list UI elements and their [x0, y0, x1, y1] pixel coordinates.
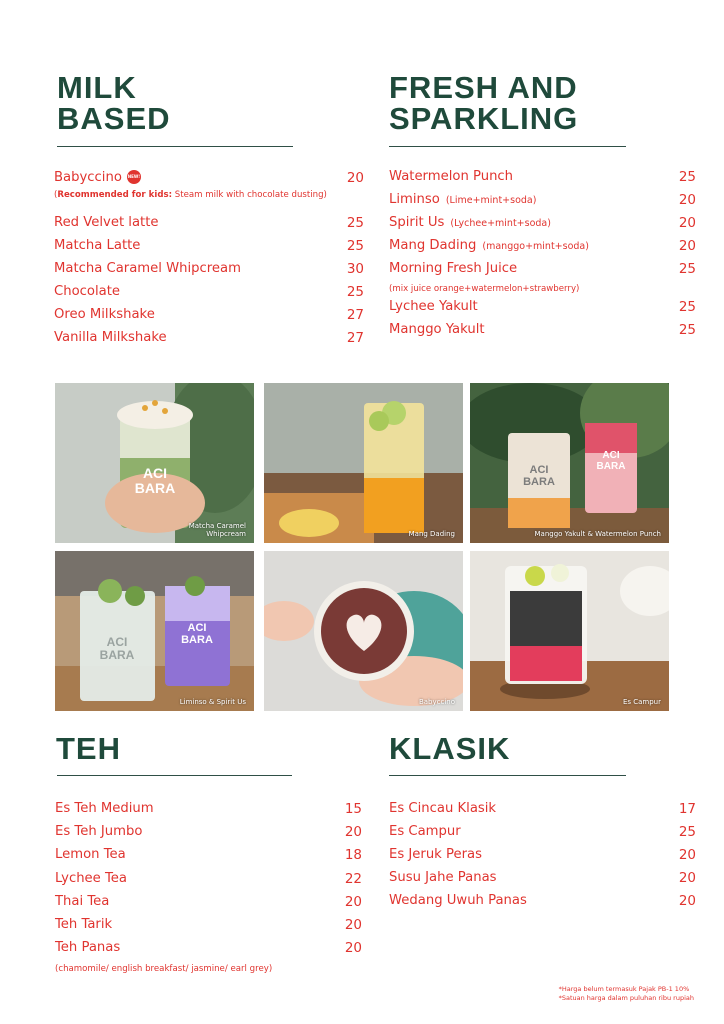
matcha-drink-photo	[55, 383, 254, 543]
menu-item	[55, 801, 154, 817]
menu-item-price: 22	[344, 871, 362, 887]
menu-item-price: 25	[346, 238, 364, 254]
menu-item-price: 25	[678, 299, 696, 315]
menu-item	[389, 322, 485, 338]
menu-item	[389, 847, 482, 863]
photo-liminso-spirit	[55, 551, 254, 711]
menu-item-name: Lychee Yakult	[389, 299, 478, 314]
new-badge: NEW!	[127, 170, 141, 184]
fresh-sparkling-divider	[389, 146, 626, 147]
menu-item	[389, 824, 461, 840]
menu-item-price: 17	[678, 801, 696, 817]
menu-item-price: 20	[344, 940, 362, 956]
photo-caption: Liminso & Spirit Us	[179, 698, 246, 706]
svg-text:BARA: BARA	[523, 476, 555, 488]
menu-item-babyccino	[54, 170, 141, 186]
footnote-tax: *Harga belum termasuk Pajak PB-1 10%	[558, 985, 690, 993]
note-rest: Steam milk with chocolate dusting)	[172, 190, 327, 200]
menu-item-price: 25	[678, 824, 696, 840]
photo-caption: Es Campur	[622, 698, 661, 706]
menu-item	[55, 917, 112, 933]
menu-item-name: Matcha Latte	[54, 238, 141, 253]
menu-item-price: 20	[678, 847, 696, 863]
teh-divider	[57, 775, 292, 776]
menu-item	[389, 192, 536, 209]
menu-item	[389, 870, 497, 886]
morning-juice-note: (mix juice orange+watermelon+strawberry)	[389, 284, 580, 294]
menu-item-name: Spirit Us	[389, 215, 445, 230]
liminso-spirit-photo	[55, 551, 254, 711]
menu-item-price: 20	[678, 192, 696, 208]
menu-item	[389, 299, 478, 315]
menu-item-price: 30	[346, 261, 364, 277]
menu-item	[54, 238, 140, 254]
menu-item-name: Lychee Tea	[55, 871, 127, 886]
menu-item-name: Es Teh Jumbo	[55, 824, 143, 839]
babyccino-note	[54, 189, 327, 201]
photo-es-campur	[470, 551, 669, 711]
menu-item-price: 25	[678, 261, 696, 277]
footnote	[559, 985, 694, 1003]
menu-item-price: 20	[678, 893, 696, 909]
yakult-punch-photo	[470, 383, 669, 543]
menu-item	[54, 261, 241, 277]
menu-item-price: 20	[678, 215, 696, 231]
menu-item	[389, 238, 589, 255]
menu-item-name: Susu Jahe Panas	[389, 870, 497, 885]
svg-text:ACI: ACI	[602, 450, 620, 461]
es-campur-photo	[470, 551, 669, 711]
mang-dading-photo	[264, 383, 463, 543]
milk-based-divider	[57, 146, 293, 147]
svg-text:BARA: BARA	[181, 634, 213, 646]
menu-item-price: 25	[346, 284, 364, 300]
photo-caption: Matcha Caramel Whipcream	[188, 522, 246, 538]
menu-item	[389, 261, 517, 277]
menu-item-price: 20	[344, 894, 362, 910]
menu-item	[389, 215, 551, 232]
menu-item-name: Teh Tarik	[55, 917, 113, 932]
menu-item-price: 20	[346, 170, 364, 186]
menu-item	[55, 847, 126, 863]
menu-item-detail: (Lychee+mint+soda)	[450, 218, 551, 229]
menu-item-name: Manggo Yakult	[389, 322, 485, 337]
menu-item-name: Babyccino	[54, 170, 122, 185]
menu-item	[54, 307, 155, 323]
teh-title: TEH	[56, 731, 121, 766]
menu-item	[389, 893, 527, 909]
svg-text:ACI: ACI	[529, 464, 549, 476]
menu-item	[54, 330, 167, 346]
note-bold: Recommended for kids:	[57, 190, 173, 200]
menu-item	[389, 801, 496, 817]
menu-item-name: Wedang Uwuh Panas	[389, 893, 527, 908]
svg-text:BARA: BARA	[99, 648, 135, 662]
menu-item-price: 15	[344, 801, 362, 817]
klasik-divider	[389, 775, 626, 776]
note-open-paren: (	[54, 190, 58, 200]
svg-text:ACI: ACI	[187, 622, 207, 634]
menu-item-price: 25	[678, 322, 696, 338]
photo-caption: Mang Dading	[408, 530, 455, 538]
menu-item-price: 18	[344, 847, 362, 863]
menu-item-name: Red Velvet latte	[54, 215, 159, 230]
photo-mang-dading	[264, 383, 463, 543]
menu-item-name: Matcha Caramel Whipcream	[54, 261, 241, 276]
babyccino-photo	[264, 551, 463, 711]
fresh-sparkling-title-line1: FRESH AND	[389, 70, 578, 105]
menu-item-price: 25	[346, 215, 364, 231]
menu-item	[54, 284, 120, 300]
menu-item	[55, 940, 120, 956]
milk-based-title	[57, 72, 171, 134]
photo-matcha-caramel	[55, 383, 254, 543]
fresh-sparkling-title	[389, 72, 578, 134]
menu-item-name: Chocolate	[54, 284, 120, 299]
menu-item-detail: (manggo+mint+soda)	[482, 241, 589, 252]
menu-item	[55, 894, 109, 910]
menu-item	[389, 169, 513, 185]
menu-item-price: 27	[346, 330, 364, 346]
milk-based-title-line1: MILK	[57, 70, 137, 105]
menu-item-name: Watermelon Punch	[389, 169, 514, 184]
svg-text:ACI: ACI	[106, 635, 128, 649]
menu-item-name: Es Cincau Klasik	[389, 801, 497, 816]
menu-item	[55, 871, 127, 887]
svg-text:BARA: BARA	[596, 461, 626, 472]
menu-item-name: Mang Dading	[389, 238, 477, 253]
menu-item-name: Morning Fresh Juice	[389, 261, 518, 276]
menu-item-name: Es Campur	[389, 824, 461, 839]
menu-item-price: 20	[344, 824, 362, 840]
menu-item-name: Liminso	[389, 192, 440, 207]
menu-item-name: Vanilla Milkshake	[54, 330, 167, 345]
teh-panas-note: (chamomile/ english breakfast/ jasmine/ earl grey)	[55, 964, 273, 974]
fresh-sparkling-title-line2: SPARKLING	[389, 101, 579, 136]
menu-item	[54, 215, 159, 231]
menu-item-name: Lemon Tea	[55, 847, 126, 862]
photo-yakult-punch	[470, 383, 669, 543]
milk-based-title-line2: BASED	[57, 101, 171, 136]
menu-item-price: 20	[678, 238, 696, 254]
menu-item-price: 27	[346, 307, 364, 323]
photo-babyccino	[264, 551, 463, 711]
svg-text:ACI: ACI	[142, 465, 168, 481]
photo-caption: Babyccino	[418, 698, 455, 706]
menu-item-name: Es Jeruk Peras	[389, 847, 482, 862]
menu-item	[55, 824, 142, 840]
menu-item-price: 20	[344, 917, 362, 933]
klasik-title: KLASIK	[389, 731, 511, 766]
footnote-unit: *Satuan harga dalam puluhan ribu rupiah	[558, 994, 694, 1002]
menu-item-name: Thai Tea	[55, 894, 110, 909]
photo-caption: Manggo Yakult & Watermelon Punch	[534, 530, 661, 538]
menu-item-name: Oreo Milkshake	[54, 307, 155, 322]
svg-text:BARA: BARA	[134, 480, 176, 496]
menu-item-detail: (Lime+mint+soda)	[445, 195, 537, 206]
menu-item-price: 20	[678, 870, 696, 886]
menu-item-price: 25	[678, 169, 696, 185]
menu-item-name: Es Teh Medium	[55, 801, 154, 816]
menu-item-name: Teh Panas	[55, 940, 121, 955]
